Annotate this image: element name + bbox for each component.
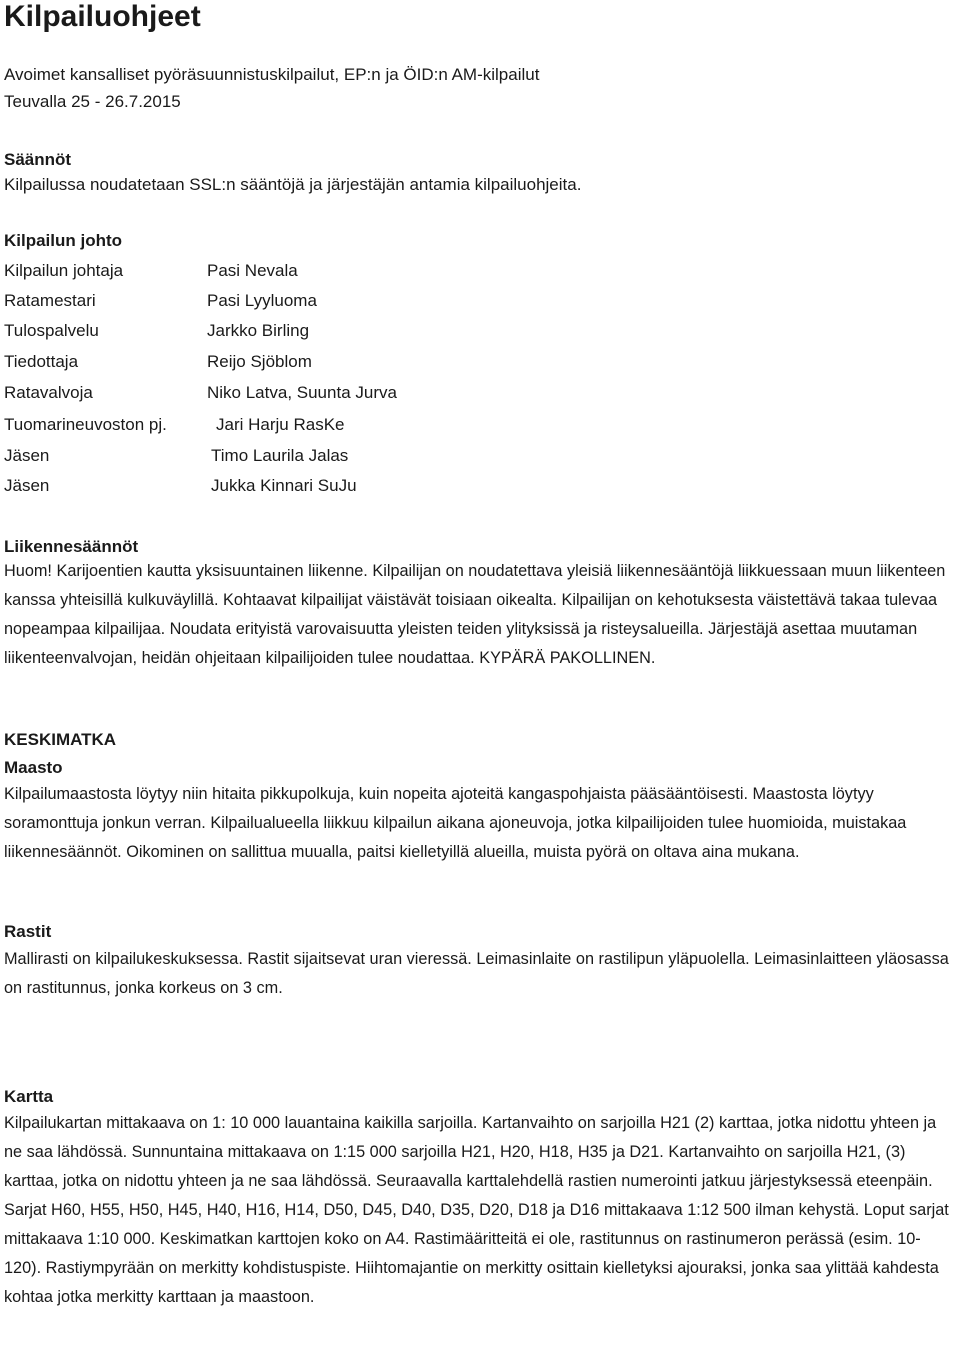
staff-role: Ratavalvoja	[4, 383, 93, 402]
staff-role: Tulospalvelu	[4, 321, 99, 340]
terrain-heading: Maasto	[4, 758, 63, 777]
staff-name: Jukka Kinnari SuJu	[211, 476, 357, 495]
intro-line-1: Avoimet kansalliset pyöräsuunnistuskilpailut, EP:n ja ÖID:n AM-kilpailut	[4, 65, 540, 84]
staff-name: Jari Harju RasKe	[216, 415, 345, 434]
map-heading: Kartta	[4, 1087, 54, 1106]
middle-distance-heading: KESKIMATKA	[4, 730, 117, 749]
terrain-text: Kilpailumaastosta löytyy niin hitaita pikkupolkuja, kuin nopeita ajoteitä kangaspohjaista pääsääntöisesti. Maastosta löytyy soramonttuja jonkun verran. Kilpailualueella liikkuu kilpailun aikana ajoneuvoja, jotka kilpailijoiden tulee huomioida, muistakaa liikennesäännöt. Oikominen on sallittua muualla, paitsi kielletyillä alueilla, muista pyörä on oltava aina mukana.	[4, 785, 907, 861]
staff-name: Pasi Lyyluoma	[207, 291, 317, 310]
management-heading: Kilpailun johto	[4, 231, 123, 250]
staff-name: Timo Laurila Jalas	[211, 446, 349, 465]
traffic-heading: Liikennesäännöt	[4, 537, 139, 556]
controls-heading: Rastit	[4, 922, 52, 941]
rules-heading: Säännöt	[4, 150, 72, 169]
staff-role: Kilpailun johtaja	[4, 261, 124, 280]
traffic-text: Huom! Karijoentien kautta yksisuuntainen liikenne. Kilpailijan on noudatettava yleisiä liikennesääntöjä liikkuessaan muun liikenteen kanssa yhteisillä kulkuväylillä. Kohtaavat kilpailijat väistävät toisiaan oikealta. Kilpailijan on kehotuksesta väistettävä takaa tulevaa nopeampaa kilpailijaa. Noudata erityistä varovaisuutta yleisten teiden ylityksissä ja risteysalueilla. Järjestäjä asettaa muutaman liikenteenvalvojan, heidän ohjeitaan kilpailijoiden tulee noudattaa. KYPÄRÄ PAKOLLINEN.	[4, 562, 946, 667]
document-title: Kilpailuohjeet	[4, 0, 201, 33]
staff-name: Pasi Nevala	[207, 261, 298, 280]
staff-name: Reijo Sjöblom	[207, 352, 312, 371]
rules-text: Kilpailussa noudatetaan SSL:n sääntöjä ja järjestäjän antamia kilpailuohjeita.	[4, 175, 582, 194]
staff-name: Niko Latva, Suunta Jurva	[207, 383, 397, 402]
staff-role: Jäsen	[4, 446, 50, 465]
staff-role: Jäsen	[4, 476, 50, 495]
intro-line-2: Teuvalla 25 - 26.7.2015	[4, 92, 181, 111]
controls-text: Mallirasti on kilpailukeskuksessa. Rastit sijaitsevat uran vieressä. Leimasinlaite on rastilipun yläpuolella. Leimasinlaitteen yläosassa on rastitunnus, jonka korkeus on 3 cm.	[4, 950, 949, 997]
staff-name: Jarkko Birling	[207, 321, 310, 340]
map-text: Kilpailukartan mittakaava on 1: 10 000 lauantaina kaikilla sarjoilla. Kartanvaihto on sarjoilla H21 (2) karttaa, jotka nidottu yhteen ja ne saa lähdössä. Sunnuntaina mittakaava on 1:15 000 sarjoilla H21, H20, H18, H35 ja D21. Kartanvaihto on sarjoilla H21, (3) karttaa, jotka on nidottu yhteen ja ne saa lähdössä. Seuraavalla karttalehdellä rastien numerointi jatkuu järjestyksessä eteenpäin. Sarjat H60, H55, H50, H45, H40, H16, H14, D50, D45, D40, D35, D20, D18 ja D16 mittakaava 1:12 500 ilman kehystä. Loput sarjat mittakaava 1:10 000. Keskimatkan karttojen koko on A4. Rastimääritteitä ei ole, rastitunnus on rastinumeron perässä (esim. 10-120). Rastiympyrään on merkitty kohdistuspiste. Hiihtomajantie on merkitty osittain kielletyksi ajouraksi, jonka saa ylittää kahdesta kohtaa jotka merkitty karttaan ja maastoon.	[4, 1114, 949, 1306]
staff-role: Ratamestari	[4, 291, 96, 310]
staff-role: Tiedottaja	[4, 352, 79, 371]
staff-role: Tuomarineuvoston pj.	[4, 415, 167, 434]
